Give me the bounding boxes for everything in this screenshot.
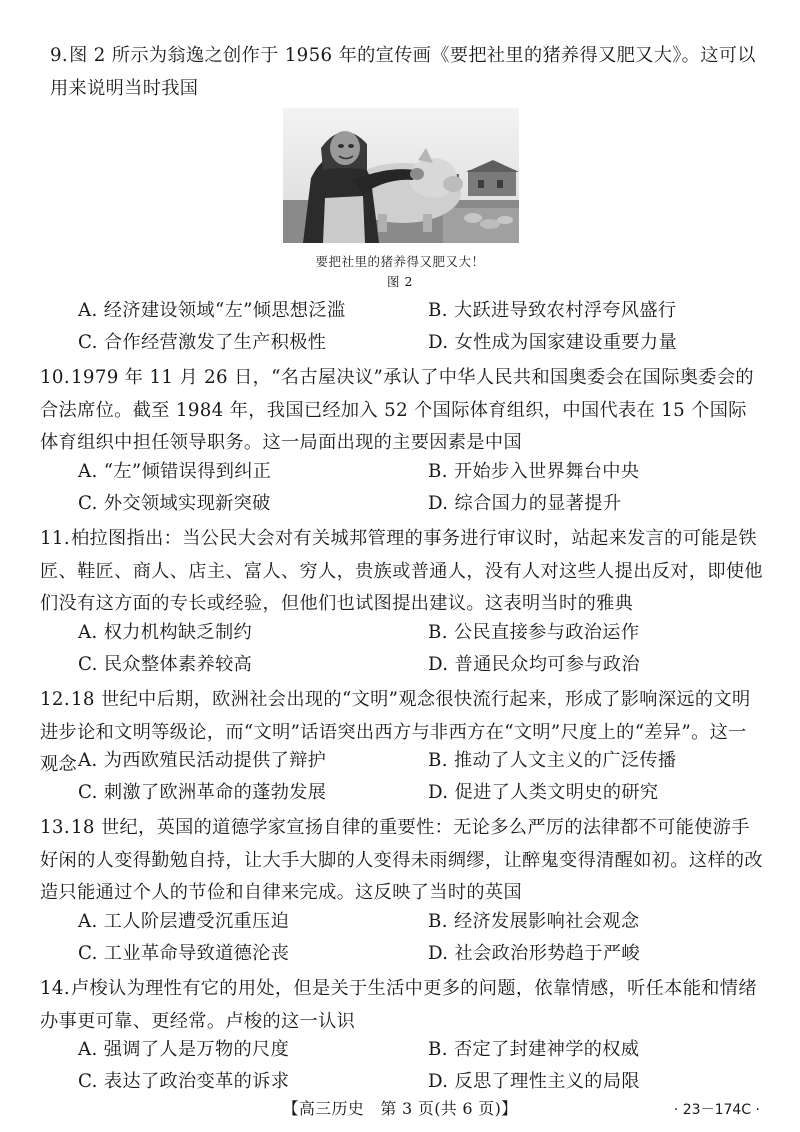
- question-9-stem: [50, 40, 765, 105]
- q9-option-a: A. 经济建设领域“左”倾思想泛滥: [78, 300, 346, 321]
- question-11-stem: [40, 523, 765, 621]
- question-text: 18 世纪中后期，欧洲社会出现的“文明”观念很快流行起来，形成了影响深远的文明进步论和文明等级论，而“文明”话语突出西方与非西方在“文明”尺度上的“差异”。这一观念: [40, 689, 751, 775]
- figure-label: 图 2: [387, 274, 413, 289]
- question-number: 10.: [40, 367, 70, 388]
- question-number: 12.: [40, 689, 70, 710]
- q12-option-d: D. 促进了人类文明史的研究: [428, 782, 659, 803]
- question-10-stem: [40, 362, 765, 460]
- q10-option-b: B. 开始步入世界舞台中央: [428, 461, 640, 482]
- question-number: 11.: [40, 528, 70, 549]
- question-14-stem: [40, 973, 765, 1038]
- q13-option-d: D. 社会政治形势趋于严峻: [428, 943, 640, 964]
- q9-option-d: D. 女性成为国家建设重要力量: [428, 332, 677, 353]
- q11-option-c: C. 民众整体素养较高: [78, 654, 253, 675]
- question-13-stem: [40, 812, 765, 910]
- q12-option-a: A. 为西欧殖民活动提供了辩护: [78, 750, 327, 771]
- q11-option-a: A. 权力机构缺乏制约: [78, 622, 253, 643]
- q12-option-b: B. 推动了人文主义的广泛传播: [428, 750, 677, 771]
- exam-code: · 23－174C ·: [673, 1102, 760, 1118]
- q13-option-c: C. 工业革命导致道德沦丧: [78, 943, 290, 964]
- q10-option-c: C. 外交领域实现新突破: [78, 493, 271, 514]
- question-text: 柏拉图指出：当公民大会对有关城邦管理的事务进行审议时，站起来发言的可能是铁匠、鞋匠、商人、店主、富人、穷人，贵族或普通人，没有人对这些人提出反对，即使他们没有这方面的专长或经验，但他们也试图提出建议。这表明当时的雅典: [40, 528, 763, 614]
- question-text: 18 世纪，英国的道德学家宣扬自律的重要性：无论多么严厉的法律都不可能使游手好闲的人变得勤勉自持，让大手大脚的人变得未雨绸缪，让醉鬼变得清醒如初。这样的改造只能通过个人的节俭和自律来完成。这反映了当时的英国: [40, 817, 763, 903]
- propaganda-poster-image: [283, 108, 519, 243]
- q9-option-c: C. 合作经营激发了生产积极性: [78, 332, 327, 353]
- q11-option-d: D. 普通民众均可参与政治: [428, 654, 640, 675]
- q14-option-d: D. 反思了理性主义的局限: [428, 1071, 640, 1092]
- q14-option-a: A. 强调了人是万物的尺度: [78, 1039, 290, 1060]
- question-text: 1979 年 11 月 26 日，“名古屋决议”承认了中华人民共和国奥委会在国际奥委会的合法席位。截至 1984 年，我国已经加入 52 个国际体育组织，中国代表在 15 个国际体育组织中担任领导职务。这一局面出现的主要因素是中国: [40, 367, 754, 453]
- question-text: 卢梭认为理性有它的用处，但是关于生活中更多的问题，依靠情感，听任本能和情绪办事更可靠、更经常。卢梭的这一认识: [40, 978, 757, 1032]
- q10-option-d: D. 综合国力的显著提升: [428, 493, 622, 514]
- question-text: 图 2 所示为翁逸之创作于 1956 年的宣传画《要把社里的猪养得又肥又大》。这可以用来说明当时我国: [50, 45, 756, 99]
- q12-option-c: C. 刺激了欧洲革命的蓬勃发展: [78, 782, 327, 803]
- q14-option-c: C. 表达了政治变革的诉求: [78, 1071, 290, 1092]
- q13-option-b: B. 经济发展影响社会观念: [428, 911, 640, 932]
- q14-option-b: B. 否定了封建神学的权威: [428, 1039, 640, 1060]
- q13-option-a: A. 工人阶层遭受沉重压迫: [78, 911, 290, 932]
- question-number: 9.: [50, 45, 69, 66]
- page-footer: 【高三历史 第 3 页(共 6 页)】: [282, 1099, 518, 1118]
- question-number: 14.: [40, 978, 70, 999]
- q10-option-a: A. “左”倾错误得到纠正: [78, 461, 272, 482]
- q9-option-b: B. 大跃进导致农村浮夸风盛行: [428, 300, 677, 321]
- q11-option-b: B. 公民直接参与政治运作: [428, 622, 640, 643]
- question-number: 13.: [40, 817, 70, 838]
- figure-caption: 要把社里的猪养得又肥又大！: [315, 254, 485, 269]
